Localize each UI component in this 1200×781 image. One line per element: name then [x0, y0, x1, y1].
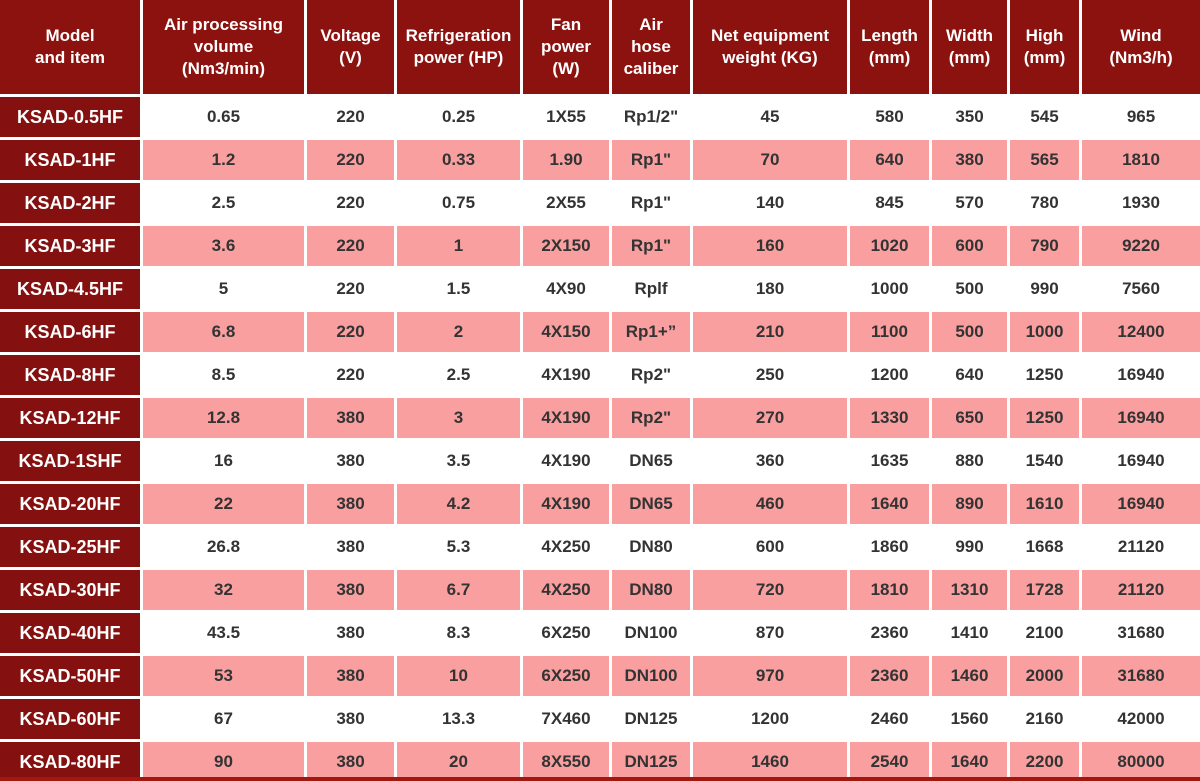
cell-high: 790	[1010, 226, 1079, 266]
cell-high: 1728	[1010, 570, 1079, 610]
cell-length: 1330	[850, 398, 929, 438]
cell-wind: 31680	[1082, 613, 1200, 653]
cell-air_processing_volume: 67	[143, 699, 304, 739]
cell-fan_power: 1X55	[523, 97, 609, 137]
cell-high: 1250	[1010, 355, 1079, 395]
cell-fan_power: 6X250	[523, 656, 609, 696]
cell-wind: 31680	[1082, 656, 1200, 696]
cell-length: 1810	[850, 570, 929, 610]
cell-refrigeration_power: 13.3	[397, 699, 520, 739]
cell-air_processing_volume: 8.5	[143, 355, 304, 395]
cell-net_equipment_weight: 45	[693, 97, 847, 137]
cell-air_hose_caliber: Rp1+”	[612, 312, 690, 352]
cell-width: 1310	[932, 570, 1007, 610]
cell-fan_power: 4X190	[523, 398, 609, 438]
cell-voltage: 380	[307, 484, 394, 524]
cell-width: 1460	[932, 656, 1007, 696]
column-header-net-equipment-weight: Net equipment weight (KG)	[693, 0, 847, 94]
cell-net_equipment_weight: 160	[693, 226, 847, 266]
cell-high: 780	[1010, 183, 1079, 223]
cell-air_processing_volume: 2.5	[143, 183, 304, 223]
cell-fan_power: 4X90	[523, 269, 609, 309]
cell-length: 2460	[850, 699, 929, 739]
cell-air_hose_caliber: Rp2"	[612, 355, 690, 395]
model-cell: KSAD-50HF	[0, 656, 140, 696]
column-header-air-processing-volume: Air processing volume (Nm3/min)	[143, 0, 304, 94]
cell-refrigeration_power: 3	[397, 398, 520, 438]
model-cell: KSAD-3HF	[0, 226, 140, 266]
cell-high: 1540	[1010, 441, 1079, 481]
cell-wind: 21120	[1082, 527, 1200, 567]
cell-width: 1410	[932, 613, 1007, 653]
column-header-refrigeration-power: Refrigeration power (HP)	[397, 0, 520, 94]
cell-wind: 21120	[1082, 570, 1200, 610]
cell-voltage: 380	[307, 398, 394, 438]
column-header-fan-power: Fan power (W)	[523, 0, 609, 94]
cell-air_processing_volume: 53	[143, 656, 304, 696]
cell-wind: 12400	[1082, 312, 1200, 352]
cell-voltage: 380	[307, 742, 394, 781]
cell-fan_power: 8X550	[523, 742, 609, 781]
cell-width: 500	[932, 269, 1007, 309]
cell-refrigeration_power: 1.5	[397, 269, 520, 309]
cell-high: 2200	[1010, 742, 1079, 781]
model-cell: KSAD-1HF	[0, 140, 140, 180]
cell-length: 845	[850, 183, 929, 223]
cell-net_equipment_weight: 1460	[693, 742, 847, 781]
column-header-wind: Wind (Nm3/h)	[1082, 0, 1200, 94]
model-cell: KSAD-2HF	[0, 183, 140, 223]
bottom-accent-strip	[0, 777, 1200, 781]
cell-refrigeration_power: 8.3	[397, 613, 520, 653]
cell-net_equipment_weight: 360	[693, 441, 847, 481]
model-cell: KSAD-30HF	[0, 570, 140, 610]
cell-air_hose_caliber: Rp2"	[612, 398, 690, 438]
cell-width: 890	[932, 484, 1007, 524]
column-header-length: Length (mm)	[850, 0, 929, 94]
cell-width: 1640	[932, 742, 1007, 781]
cell-air_hose_caliber: Rplf	[612, 269, 690, 309]
cell-length: 2540	[850, 742, 929, 781]
cell-wind: 16940	[1082, 398, 1200, 438]
cell-air_processing_volume: 90	[143, 742, 304, 781]
cell-wind: 16940	[1082, 484, 1200, 524]
cell-wind: 965	[1082, 97, 1200, 137]
cell-length: 580	[850, 97, 929, 137]
column-header-high: High (mm)	[1010, 0, 1079, 94]
cell-width: 990	[932, 527, 1007, 567]
cell-length: 1100	[850, 312, 929, 352]
cell-high: 565	[1010, 140, 1079, 180]
cell-fan_power: 4X190	[523, 441, 609, 481]
cell-length: 2360	[850, 613, 929, 653]
cell-air_processing_volume: 12.8	[143, 398, 304, 438]
cell-refrigeration_power: 0.25	[397, 97, 520, 137]
cell-net_equipment_weight: 1200	[693, 699, 847, 739]
cell-width: 880	[932, 441, 1007, 481]
cell-length: 1000	[850, 269, 929, 309]
cell-air_hose_caliber: DN65	[612, 484, 690, 524]
model-cell: KSAD-4.5HF	[0, 269, 140, 309]
cell-wind: 16940	[1082, 355, 1200, 395]
cell-fan_power: 1.90	[523, 140, 609, 180]
cell-length: 1200	[850, 355, 929, 395]
cell-high: 545	[1010, 97, 1079, 137]
cell-air_processing_volume: 5	[143, 269, 304, 309]
cell-net_equipment_weight: 720	[693, 570, 847, 610]
cell-fan_power: 2X55	[523, 183, 609, 223]
cell-high: 1000	[1010, 312, 1079, 352]
cell-length: 1640	[850, 484, 929, 524]
cell-refrigeration_power: 3.5	[397, 441, 520, 481]
model-cell: KSAD-80HF	[0, 742, 140, 781]
model-cell: KSAD-12HF	[0, 398, 140, 438]
cell-refrigeration_power: 0.33	[397, 140, 520, 180]
cell-air_hose_caliber: DN80	[612, 527, 690, 567]
cell-voltage: 380	[307, 570, 394, 610]
cell-voltage: 220	[307, 312, 394, 352]
cell-air_processing_volume: 26.8	[143, 527, 304, 567]
cell-air_hose_caliber: DN100	[612, 656, 690, 696]
cell-width: 1560	[932, 699, 1007, 739]
cell-voltage: 380	[307, 527, 394, 567]
cell-high: 990	[1010, 269, 1079, 309]
model-cell: KSAD-20HF	[0, 484, 140, 524]
cell-refrigeration_power: 0.75	[397, 183, 520, 223]
cell-width: 500	[932, 312, 1007, 352]
cell-net_equipment_weight: 460	[693, 484, 847, 524]
cell-air_processing_volume: 22	[143, 484, 304, 524]
cell-high: 2160	[1010, 699, 1079, 739]
cell-refrigeration_power: 20	[397, 742, 520, 781]
model-cell: KSAD-1SHF	[0, 441, 140, 481]
cell-high: 2000	[1010, 656, 1079, 696]
cell-air_hose_caliber: DN125	[612, 699, 690, 739]
cell-net_equipment_weight: 180	[693, 269, 847, 309]
cell-fan_power: 6X250	[523, 613, 609, 653]
model-cell: KSAD-8HF	[0, 355, 140, 395]
cell-air_processing_volume: 43.5	[143, 613, 304, 653]
cell-net_equipment_weight: 140	[693, 183, 847, 223]
cell-high: 1668	[1010, 527, 1079, 567]
cell-net_equipment_weight: 970	[693, 656, 847, 696]
cell-high: 1250	[1010, 398, 1079, 438]
cell-voltage: 220	[307, 97, 394, 137]
cell-voltage: 380	[307, 613, 394, 653]
cell-air_processing_volume: 16	[143, 441, 304, 481]
column-header-width: Width (mm)	[932, 0, 1007, 94]
cell-fan_power: 4X190	[523, 484, 609, 524]
model-cell: KSAD-60HF	[0, 699, 140, 739]
cell-net_equipment_weight: 600	[693, 527, 847, 567]
cell-air_hose_caliber: DN80	[612, 570, 690, 610]
cell-refrigeration_power: 5.3	[397, 527, 520, 567]
cell-voltage: 220	[307, 140, 394, 180]
cell-refrigeration_power: 4.2	[397, 484, 520, 524]
cell-wind: 1930	[1082, 183, 1200, 223]
cell-wind: 9220	[1082, 226, 1200, 266]
cell-air_hose_caliber: Rp1"	[612, 140, 690, 180]
model-cell: KSAD-6HF	[0, 312, 140, 352]
cell-air_hose_caliber: Rp1"	[612, 226, 690, 266]
cell-length: 1635	[850, 441, 929, 481]
cell-air_hose_caliber: Rp1/2"	[612, 97, 690, 137]
cell-fan_power: 4X150	[523, 312, 609, 352]
cell-length: 1020	[850, 226, 929, 266]
cell-wind: 42000	[1082, 699, 1200, 739]
cell-air_hose_caliber: Rp1"	[612, 183, 690, 223]
cell-voltage: 380	[307, 441, 394, 481]
cell-fan_power: 7X460	[523, 699, 609, 739]
cell-refrigeration_power: 6.7	[397, 570, 520, 610]
model-cell: KSAD-0.5HF	[0, 97, 140, 137]
cell-fan_power: 4X190	[523, 355, 609, 395]
cell-air_hose_caliber: DN100	[612, 613, 690, 653]
cell-voltage: 220	[307, 183, 394, 223]
cell-wind: 7560	[1082, 269, 1200, 309]
cell-wind: 1810	[1082, 140, 1200, 180]
cell-length: 640	[850, 140, 929, 180]
cell-refrigeration_power: 1	[397, 226, 520, 266]
cell-refrigeration_power: 2.5	[397, 355, 520, 395]
cell-width: 570	[932, 183, 1007, 223]
cell-voltage: 380	[307, 656, 394, 696]
cell-width: 640	[932, 355, 1007, 395]
cell-net_equipment_weight: 210	[693, 312, 847, 352]
cell-air_processing_volume: 6.8	[143, 312, 304, 352]
model-cell: KSAD-40HF	[0, 613, 140, 653]
cell-fan_power: 4X250	[523, 570, 609, 610]
cell-air_processing_volume: 0.65	[143, 97, 304, 137]
cell-refrigeration_power: 10	[397, 656, 520, 696]
cell-voltage: 220	[307, 269, 394, 309]
cell-fan_power: 2X150	[523, 226, 609, 266]
cell-voltage: 220	[307, 226, 394, 266]
column-header-model: Model and item	[0, 0, 140, 94]
cell-net_equipment_weight: 270	[693, 398, 847, 438]
cell-air_hose_caliber: DN125	[612, 742, 690, 781]
cell-net_equipment_weight: 250	[693, 355, 847, 395]
cell-width: 380	[932, 140, 1007, 180]
cell-air_processing_volume: 3.6	[143, 226, 304, 266]
model-cell: KSAD-25HF	[0, 527, 140, 567]
column-header-voltage: Voltage (V)	[307, 0, 394, 94]
column-header-air-hose-caliber: Air hose caliber	[612, 0, 690, 94]
cell-air_processing_volume: 1.2	[143, 140, 304, 180]
cell-length: 2360	[850, 656, 929, 696]
cell-fan_power: 4X250	[523, 527, 609, 567]
cell-voltage: 220	[307, 355, 394, 395]
cell-air_processing_volume: 32	[143, 570, 304, 610]
cell-width: 650	[932, 398, 1007, 438]
cell-air_hose_caliber: DN65	[612, 441, 690, 481]
cell-voltage: 380	[307, 699, 394, 739]
cell-wind: 16940	[1082, 441, 1200, 481]
cell-high: 2100	[1010, 613, 1079, 653]
cell-width: 350	[932, 97, 1007, 137]
cell-high: 1610	[1010, 484, 1079, 524]
cell-net_equipment_weight: 870	[693, 613, 847, 653]
cell-refrigeration_power: 2	[397, 312, 520, 352]
cell-wind: 80000	[1082, 742, 1200, 781]
cell-width: 600	[932, 226, 1007, 266]
cell-net_equipment_weight: 70	[693, 140, 847, 180]
cell-length: 1860	[850, 527, 929, 567]
